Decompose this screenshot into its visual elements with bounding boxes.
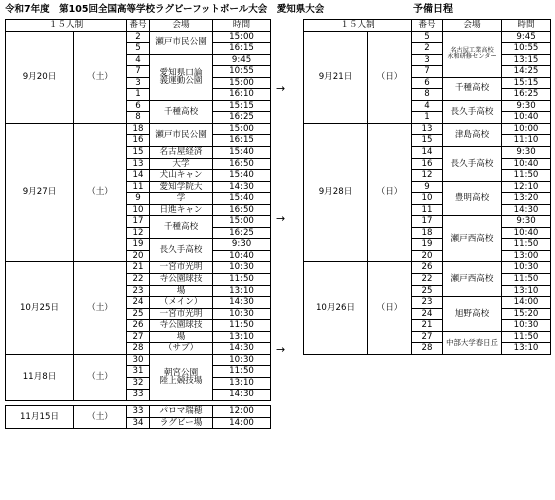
kickoff-time: 15:15	[502, 77, 551, 89]
venue-cell: 学	[150, 193, 213, 205]
venue-cell: パロマ瑞穂	[150, 406, 213, 418]
kickoff-time: 11:50	[213, 320, 271, 332]
venue-cell: 犬山キャン	[150, 170, 213, 182]
kickoff-time: 14:30	[213, 297, 271, 309]
match-number: 18	[127, 123, 150, 135]
kickoff-time: 14:30	[213, 343, 271, 355]
kickoff-time: 13:00	[502, 250, 551, 262]
match-number: 34	[127, 417, 150, 429]
venue-cell	[150, 54, 213, 100]
date-cell: 11月8日	[6, 354, 74, 400]
venue-cell: 場	[150, 285, 213, 297]
date-cell: 9月20日	[6, 31, 74, 123]
kickoff-time: 14:30	[502, 204, 551, 216]
venue-cell: （メイン）	[150, 297, 213, 309]
kickoff-time: 10:30	[502, 320, 551, 332]
venue-cell: 千種高校	[150, 100, 213, 123]
kickoff-time: 10:00	[502, 123, 551, 135]
venue-cell: ラグビー場	[150, 417, 213, 429]
venue-cell: 千種高校	[443, 77, 502, 100]
match-number: 33	[127, 406, 150, 418]
venue-cell: 日進キャン	[150, 204, 213, 216]
kickoff-time: 11:50	[502, 170, 551, 182]
kickoff-time: 10:40	[213, 250, 271, 262]
weekday-cell: （土）	[74, 406, 127, 429]
match-number: 17	[127, 216, 150, 228]
match-number: 24	[412, 308, 443, 320]
table-row	[6, 406, 271, 418]
match-number: 22	[412, 274, 443, 286]
venue-cell: 瀬戸市民公園	[150, 31, 213, 54]
date-cell: 10月25日	[6, 262, 74, 354]
kickoff-time: 10:30	[213, 308, 271, 320]
arrow-to-reserve-day3: →	[276, 343, 286, 356]
match-number: 27	[127, 331, 150, 343]
venue-line: 朝宮公園	[163, 367, 199, 378]
match-number: 2	[412, 43, 443, 55]
kickoff-time: 10:40	[502, 227, 551, 239]
kickoff-time: 16:25	[213, 227, 271, 239]
match-number: 10	[127, 204, 150, 216]
header-venue-cell: 会場	[443, 20, 502, 32]
kickoff-time: 11:50	[213, 274, 271, 286]
kickoff-time: 10:40	[502, 158, 551, 170]
main-schedule-grid	[5, 19, 271, 429]
match-number: 21	[412, 320, 443, 332]
match-number: 7	[412, 66, 443, 78]
match-number: 26	[412, 262, 443, 274]
match-number: 1	[127, 89, 150, 101]
match-number: 13	[412, 123, 443, 135]
kickoff-time: 15:00	[213, 77, 271, 89]
venue-cell: 長久手高校	[150, 239, 213, 262]
venue-cell: 瀬戸市民公園	[150, 123, 213, 146]
kickoff-time: 15:00	[213, 123, 271, 135]
kickoff-time: 15:40	[213, 193, 271, 205]
weekday-cell: （日）	[368, 262, 412, 354]
table-row	[6, 123, 271, 135]
match-number: 9	[127, 193, 150, 205]
weekday-cell: （土）	[74, 31, 127, 123]
date-cell: 9月27日	[6, 123, 74, 262]
kickoff-time: 14:00	[213, 417, 271, 429]
match-number: 1	[412, 112, 443, 124]
kickoff-time: 16:15	[213, 135, 271, 147]
kickoff-time: 16:15	[213, 43, 271, 55]
match-number: 13	[127, 158, 150, 170]
match-number: 22	[127, 274, 150, 286]
match-number: 10	[412, 193, 443, 205]
table-row	[304, 31, 551, 43]
match-number: 32	[127, 377, 150, 389]
match-number: 15	[127, 147, 150, 159]
kickoff-time: 14:25	[502, 66, 551, 78]
table-row	[6, 31, 271, 43]
match-number: 23	[412, 297, 443, 309]
table-row	[6, 262, 271, 274]
match-number: 28	[412, 343, 443, 355]
kickoff-time: 15:00	[213, 216, 271, 228]
kickoff-time: 11:50	[502, 239, 551, 251]
match-number: 3	[412, 54, 443, 66]
match-number: 19	[127, 239, 150, 251]
match-number: 4	[412, 100, 443, 112]
header-time-cell: 時間	[502, 20, 551, 32]
kickoff-time: 13:20	[502, 193, 551, 205]
kickoff-time: 10:55	[213, 66, 271, 78]
match-number: 20	[127, 250, 150, 262]
match-number: 7	[127, 66, 150, 78]
page-title: 令和7年度 第105回全国高等学校ラグビーフットボール大会 愛知県大会	[5, 4, 325, 15]
kickoff-time: 11:50	[502, 274, 551, 286]
arrow-to-reserve-day1: →	[276, 82, 286, 95]
match-number: 24	[127, 297, 150, 309]
kickoff-time: 16:25	[502, 89, 551, 101]
kickoff-time: 14:30	[213, 389, 271, 401]
kickoff-time: 11:50	[213, 366, 271, 378]
match-number: 14	[127, 170, 150, 182]
kickoff-time: 13:10	[502, 285, 551, 297]
kickoff-time: 16:50	[213, 204, 271, 216]
kickoff-time: 10:30	[213, 354, 271, 366]
kickoff-time: 9:30	[502, 100, 551, 112]
venue-line: 名古屋工業高校	[450, 46, 494, 54]
kickoff-time: 9:30	[502, 147, 551, 159]
venue-cell: 千種高校	[150, 216, 213, 239]
venue-line: 愛知県口論	[159, 67, 203, 78]
kickoff-time: 9:30	[502, 216, 551, 228]
kickoff-time: 15:15	[213, 100, 271, 112]
kickoff-time: 10:40	[502, 112, 551, 124]
venue-cell: 長久手高校	[443, 100, 502, 123]
kickoff-time: 14:30	[213, 181, 271, 193]
venue-cell: 場	[150, 331, 213, 343]
date-cell: 11月15日	[6, 406, 74, 429]
match-number: 31	[127, 366, 150, 378]
kickoff-time: 13:10	[213, 331, 271, 343]
kickoff-time: 13:10	[213, 285, 271, 297]
header-format-cell: １５人制	[304, 20, 412, 32]
match-number: 20	[412, 250, 443, 262]
kickoff-time: 13:15	[502, 54, 551, 66]
match-number: 8	[412, 89, 443, 101]
kickoff-time: 14:00	[502, 297, 551, 309]
venue-cell: 中部大学春日丘	[443, 331, 502, 354]
venue-cell: 寺公園球技	[150, 274, 213, 286]
weekday-cell: （土）	[74, 123, 127, 262]
match-number: 6	[127, 100, 150, 112]
match-number: 4	[127, 54, 150, 66]
match-number: 25	[412, 285, 443, 297]
kickoff-time: 10:30	[213, 262, 271, 274]
venue-line: 陸上競技場	[159, 376, 203, 387]
kickoff-time: 9:45	[502, 31, 551, 43]
kickoff-time: 11:10	[502, 135, 551, 147]
weekday-cell: （土）	[74, 262, 127, 354]
match-number: 11	[127, 181, 150, 193]
match-number: 3	[127, 77, 150, 89]
match-number: 12	[127, 227, 150, 239]
arrow-to-reserve-day2: →	[276, 212, 286, 225]
header-number-cell: 番号	[127, 20, 150, 32]
header-number-cell: 番号	[412, 20, 443, 32]
kickoff-time: 15:00	[213, 31, 271, 43]
venue-cell: 津島高校	[443, 123, 502, 146]
match-number: 17	[412, 216, 443, 228]
kickoff-time: 15:40	[213, 170, 271, 182]
reserve-schedule-table	[303, 19, 551, 355]
venue-cell	[443, 31, 502, 77]
header-venue-cell: 会場	[150, 20, 213, 32]
weekday-cell: （土）	[74, 354, 127, 400]
venue-cell: 名古屋経済	[150, 147, 213, 159]
date-cell: 10月26日	[304, 262, 368, 354]
match-number: 19	[412, 239, 443, 251]
header-format-cell: １５人制	[6, 20, 127, 32]
date-cell: 9月28日	[304, 123, 368, 262]
match-number: 33	[127, 389, 150, 401]
match-number: 16	[127, 135, 150, 147]
match-number: 5	[127, 43, 150, 55]
venue-line: 義運動公園	[159, 76, 203, 87]
header-row	[304, 20, 551, 32]
header-time-cell: 時間	[213, 20, 271, 32]
kickoff-time: 10:55	[502, 43, 551, 55]
kickoff-time: 15:40	[213, 147, 271, 159]
kickoff-time: 9:45	[213, 54, 271, 66]
kickoff-time: 12:10	[502, 181, 551, 193]
kickoff-time: 12:00	[213, 406, 271, 418]
venue-cell: 豊明高校	[443, 181, 502, 216]
match-number: 9	[412, 181, 443, 193]
venue-cell: 瀬戸西高校	[443, 262, 502, 297]
kickoff-time: 16:50	[213, 158, 271, 170]
kickoff-time: 11:50	[502, 331, 551, 343]
venue-cell: （サブ）	[150, 343, 213, 355]
venue-cell: 大学	[150, 158, 213, 170]
kickoff-time: 16:10	[213, 89, 271, 101]
match-number: 2	[127, 31, 150, 43]
venue-cell: 瀬戸西高校	[443, 216, 502, 262]
match-number: 6	[412, 77, 443, 89]
match-number: 16	[412, 158, 443, 170]
match-number: 21	[127, 262, 150, 274]
table-row	[6, 354, 271, 366]
venue-line: 永和研修センター	[447, 53, 497, 61]
table-row	[304, 123, 551, 135]
match-number: 12	[412, 170, 443, 182]
venue-cell: 一宮市光明	[150, 308, 213, 320]
kickoff-time: 13:10	[213, 377, 271, 389]
table-row	[304, 262, 551, 274]
match-number: 11	[412, 204, 443, 216]
venue-cell: 一宮市光明	[150, 262, 213, 274]
weekday-cell: （日）	[368, 123, 412, 262]
match-number: 30	[127, 354, 150, 366]
match-number: 26	[127, 320, 150, 332]
match-number: 23	[127, 285, 150, 297]
venue-cell: 愛知学院大	[150, 181, 213, 193]
match-number: 25	[127, 308, 150, 320]
match-number: 27	[412, 331, 443, 343]
kickoff-time: 9:30	[213, 239, 271, 251]
venue-cell: 寺公園球技	[150, 320, 213, 332]
match-number: 28	[127, 343, 150, 355]
venue-cell: 長久手高校	[443, 147, 502, 182]
date-cell: 9月21日	[304, 31, 368, 123]
match-number: 8	[127, 112, 150, 124]
match-number: 5	[412, 31, 443, 43]
reserve-schedule-title: 予備日程	[413, 4, 453, 15]
venue-cell: 旭野高校	[443, 297, 502, 332]
kickoff-time: 13:10	[502, 343, 551, 355]
kickoff-time: 16:25	[213, 112, 271, 124]
kickoff-time: 10:30	[502, 262, 551, 274]
kickoff-time: 15:20	[502, 308, 551, 320]
match-number: 18	[412, 227, 443, 239]
venue-cell	[150, 354, 213, 400]
match-number: 14	[412, 147, 443, 159]
weekday-cell: （日）	[368, 31, 412, 123]
match-number: 15	[412, 135, 443, 147]
